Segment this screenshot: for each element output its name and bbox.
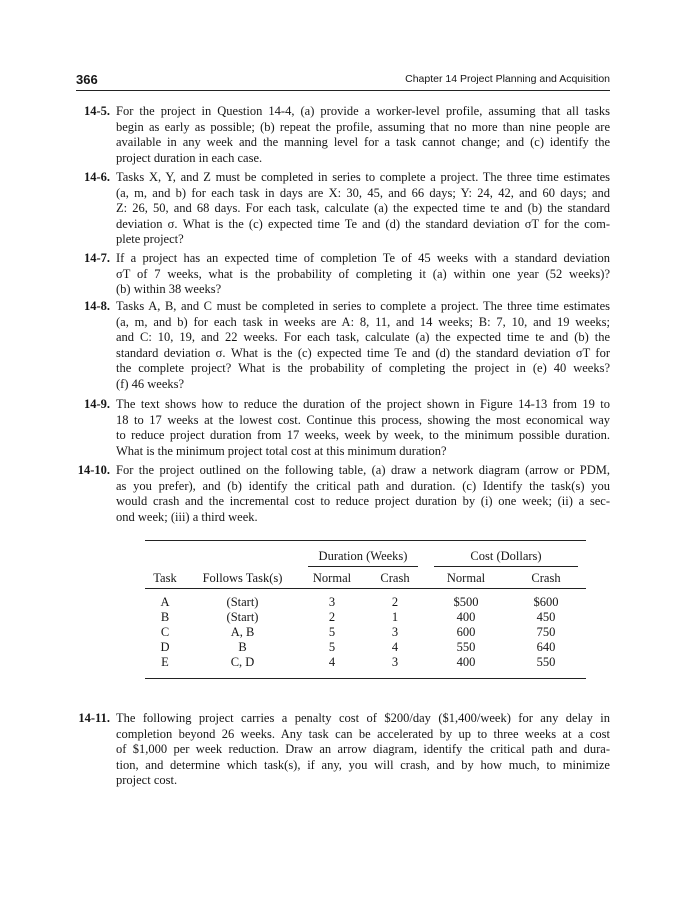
table-cell: 600 xyxy=(456,625,476,639)
table-cell: A xyxy=(160,595,170,609)
table-row xyxy=(145,655,586,670)
table-cell: (Start) xyxy=(226,595,259,609)
table-row xyxy=(145,640,586,655)
problem-text xyxy=(116,397,610,459)
problem-line: of $1,000 per week reduction. Draw an arrow diagram, identify the critical path and dura- xyxy=(116,742,610,757)
group-header: Cost (Dollars) xyxy=(470,549,542,563)
task-table xyxy=(145,540,586,679)
table-cell: 5 xyxy=(328,640,336,654)
table-cell: $600 xyxy=(533,595,559,609)
header-rule xyxy=(76,90,610,91)
group-header: Duration (Weeks) xyxy=(318,549,408,563)
column-header-row xyxy=(145,568,586,589)
table-cell: 5 xyxy=(328,625,336,639)
table-cell: C, D xyxy=(230,655,255,669)
table-bottom-rule xyxy=(145,670,586,679)
problem-line: tion, and determine which task(s), if any, you will crash, and by how much, to minimize xyxy=(116,757,610,772)
problem-line: Tasks X, Y, and Z must be completed in series to complete a project. The three time estimates xyxy=(116,170,610,184)
problem-text xyxy=(116,170,610,248)
problem-number: 14-7. xyxy=(83,251,110,265)
problem-number: 14-11. xyxy=(78,711,110,725)
group-rule xyxy=(434,566,578,567)
table-cell: 400 xyxy=(456,610,476,624)
table-cell: 4 xyxy=(391,640,399,654)
table-cell: 400 xyxy=(456,655,476,669)
table-cell: 750 xyxy=(536,625,556,639)
problem-line: (f) 46 weeks? xyxy=(116,376,185,391)
problem-line: 18 to 17 weeks at the lowest cost. Continue this process, showing the most economical way xyxy=(116,412,610,427)
problem-line: What is the minimum project total cost at this minimum duration? xyxy=(116,443,447,458)
running-head: Chapter 14 Project Planning and Acquisition xyxy=(405,73,610,85)
table-row xyxy=(145,610,586,625)
problem-text xyxy=(116,299,610,393)
page-number: 366 xyxy=(76,72,98,87)
problem-line: σT of 7 weeks, what is the probability of completing it (a) within one year (52 weeks)? xyxy=(116,266,610,281)
table-cell: 2 xyxy=(391,595,399,609)
problem-line: plete project? xyxy=(116,232,184,247)
table-cell: 550 xyxy=(456,640,476,654)
table-cell: 3 xyxy=(391,625,399,639)
table-cell: 550 xyxy=(536,655,556,669)
group-header-row xyxy=(145,549,586,564)
problem-line: If a project has an expected time of completion Te of 45 weeks with a standard deviation xyxy=(116,251,610,265)
problem-line: completion beyond 26 weeks. Any task can be accelerated by up to three weeks at a cost xyxy=(116,726,610,741)
problem-line: standard deviation σ. What is the (c) expected time Te and (d) the standard deviation σT for xyxy=(116,345,610,360)
column-header: Normal xyxy=(446,570,486,585)
table-cell: $500 xyxy=(453,595,479,609)
project-table xyxy=(145,540,586,679)
table-cell: B xyxy=(160,610,170,624)
group-rule xyxy=(308,566,418,567)
column-header: Follows Task(s) xyxy=(202,570,283,585)
table-cell: E xyxy=(161,655,169,669)
problem-line: project cost. xyxy=(116,773,178,788)
table-cell: 3 xyxy=(391,655,399,669)
table-cell: B xyxy=(238,640,247,654)
table-cell: C xyxy=(160,625,170,639)
problem-line: to reduce project duration from 17 weeks, week by week, to the minimum possible duration. xyxy=(116,428,610,443)
page-header xyxy=(76,72,610,88)
column-header: Normal xyxy=(312,570,352,585)
problem-line: (b) within 38 weeks? xyxy=(116,282,222,297)
problem-line: would crash and the incremental cost to reduce project duration by (i) one week; (ii) a sec- xyxy=(116,494,610,509)
problem-line: begin as early as possible; (b) repeat the profile, assuming that no more than nine people are xyxy=(116,119,610,134)
problem-number: 14-9. xyxy=(83,397,110,411)
problem-number: 14-6. xyxy=(83,170,110,184)
table-cell: 4 xyxy=(328,655,336,669)
problem-line: (a, m, and b) for each task in days are X: 30, 45, and 66 days; Y: 24, 42, and 60 days; and xyxy=(116,185,610,200)
column-header: Crash xyxy=(380,570,410,585)
problem-number: 14-8. xyxy=(83,299,110,313)
table-cell: D xyxy=(160,640,170,654)
problem-line: For the project in Question 14-4, (a) provide a worker-level profile, assuming that all tasks xyxy=(116,104,610,118)
problem-text xyxy=(116,251,610,298)
table-cell: A, B xyxy=(230,625,255,639)
problem-line: the complete project? What is the probability of completing the project in (e) 40 weeks? xyxy=(116,361,610,376)
table-cell: 1 xyxy=(391,610,399,624)
table-top-rule xyxy=(145,541,586,550)
table-cell: 640 xyxy=(536,640,556,654)
problem-line: (a, m, and b) for each task in weeks are A: 8, 11, and 14 weeks; B: 7, 10, and 19 weeks; xyxy=(116,314,610,329)
problem-line: Tasks A, B, and C must be completed in series to complete a project. The three time estimates xyxy=(116,299,610,313)
table-row xyxy=(145,595,586,610)
problem-line: available in any week and the manning level for a task cannot change; and (c) identify the xyxy=(116,135,610,150)
problem-text xyxy=(116,104,610,166)
problem-line: as you prefer), and (b) identify the critical path and duration. (c) Identify the task(s) you xyxy=(116,478,610,493)
table-cell: 3 xyxy=(328,595,336,609)
problem-line: For the project outlined on the following table, (a) draw a network diagram (arrow or PDM, xyxy=(116,463,610,477)
problem-line: ond week; (iii) a third week. xyxy=(116,509,258,524)
column-header: Task xyxy=(153,570,177,585)
problem-number: 14-10. xyxy=(77,463,110,477)
column-header: Crash xyxy=(531,570,561,585)
problem-line: project duration in each case. xyxy=(116,150,263,165)
problem-line: deviation σ. What is the (c) expected time Te and (d) the standard deviation σT for the com- xyxy=(116,216,610,231)
problem-number: 14-5. xyxy=(83,104,110,118)
table-cell: (Start) xyxy=(226,610,259,624)
table-cell: 2 xyxy=(328,610,336,624)
problem-line: and C: 10, 19, and 22 weeks. For each task, calculate (a) the expected time te and (b) the xyxy=(116,330,610,345)
problem-line: The text shows how to reduce the duration of the project shown in Figure 14-13 from 19 to xyxy=(116,397,610,411)
problem-line: The following project carries a penalty cost of $200/day ($1,400/week) for any delay in xyxy=(116,711,610,725)
problem-text xyxy=(116,463,610,525)
table-cell: 450 xyxy=(536,610,556,624)
table-row xyxy=(145,625,586,640)
problem-line: Z: 26, 50, and 68 days. For each task, calculate (a) the expected time te and (b) the standard xyxy=(116,201,610,216)
problem-text xyxy=(116,711,610,789)
